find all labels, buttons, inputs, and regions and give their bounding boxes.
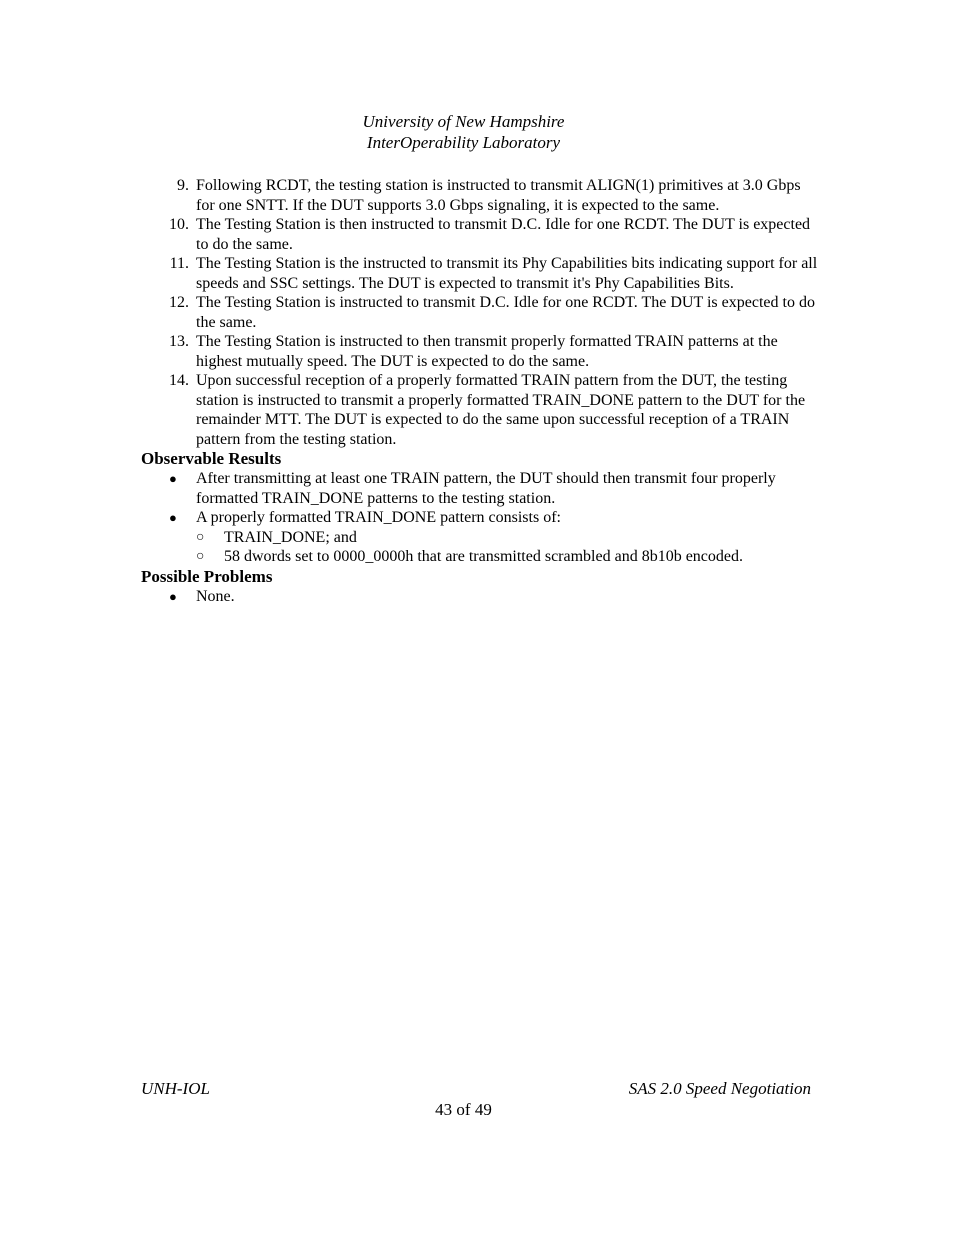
observable-results-heading: Observable Results bbox=[141, 449, 282, 468]
step-text: Following RCDT, the testing station is instructed to transmit ALIGN(1) primitives at 3.0 Gbps for one SNTT. If the DUT supports 3.0 Gbps signaling, it is expected to the same. bbox=[196, 177, 801, 214]
page-number: 43 of 49 bbox=[435, 1100, 492, 1119]
step-number: 12. bbox=[169, 294, 189, 311]
circle-bullet-icon: ○ bbox=[196, 529, 205, 545]
list-item bbox=[141, 293, 821, 332]
step-number: 11. bbox=[169, 255, 189, 272]
list-item bbox=[196, 528, 821, 548]
list-item bbox=[141, 508, 821, 567]
list-item bbox=[141, 176, 821, 215]
list-item bbox=[196, 547, 821, 567]
possible-problems-list bbox=[141, 587, 821, 607]
bullet-icon: ● bbox=[169, 471, 177, 486]
observable-results-list bbox=[141, 469, 821, 567]
sub-bullet-text: TRAIN_DONE; and bbox=[224, 528, 357, 546]
step-number: 10. bbox=[169, 216, 189, 233]
step-number: 14. bbox=[169, 372, 189, 389]
footer-document-title: SAS 2.0 Speed Negotiation bbox=[628, 1079, 811, 1098]
step-number: 13. bbox=[169, 333, 189, 350]
bullet-text: A properly formatted TRAIN_DONE pattern consists of: bbox=[196, 509, 561, 526]
header-lab: InterOperability Laboratory bbox=[366, 132, 561, 152]
step-text: The Testing Station is instructed to then transmit properly formatted TRAIN patterns at the highest mutually speed. The DUT is expected to do the same. bbox=[196, 333, 778, 370]
bullet-icon: ● bbox=[169, 588, 177, 604]
footer-organization: UNH-IOL bbox=[141, 1079, 210, 1098]
list-item bbox=[141, 215, 821, 254]
circle-bullet-icon: ○ bbox=[196, 549, 205, 564]
document-body bbox=[141, 176, 821, 606]
bullet-text: None. bbox=[196, 587, 235, 605]
step-number: 9. bbox=[177, 177, 189, 194]
step-text: Upon successful reception of a properly formatted TRAIN pattern from the DUT, the testing station is instructed to transmit a properly formatted TRAIN_DONE pattern to the DUT for the remainder MTT. The DUT is expected to do the same upon successful reception of a TRAIN pattern from the testing station. bbox=[196, 372, 806, 448]
list-item bbox=[141, 254, 821, 293]
sub-bullet-list bbox=[196, 528, 821, 567]
step-text: The Testing Station is then instructed to transmit D.C. Idle for one RCDT. The DUT is expected to do the same. bbox=[196, 216, 811, 253]
list-item bbox=[141, 332, 821, 371]
list-item bbox=[141, 469, 821, 508]
bullet-text: After transmitting at least one TRAIN pattern, the DUT should then transmit four properly formatted TRAIN_DONE patterns to the testing station. bbox=[196, 470, 776, 507]
header-institution: University of New Hampshire bbox=[362, 112, 565, 131]
list-item bbox=[141, 371, 821, 449]
bullet-icon: ● bbox=[169, 510, 177, 525]
page-header bbox=[0, 112, 927, 153]
step-text: The Testing Station is instructed to transmit D.C. Idle for one RCDT. The DUT is expected to do the same. bbox=[196, 294, 815, 331]
list-item bbox=[141, 587, 821, 607]
possible-problems-heading: Possible Problems bbox=[141, 566, 273, 586]
step-text: The Testing Station is the instructed to transmit its Phy Capabilities bits indicating support for all speeds and SSC settings. The DUT is expected to transmit it's Phy Capabilities Bits. bbox=[196, 255, 818, 292]
sub-bullet-text: 58 dwords set to 0000_0000h that are transmitted scrambled and 8b10b encoded. bbox=[224, 548, 743, 565]
procedure-steps bbox=[141, 176, 821, 449]
